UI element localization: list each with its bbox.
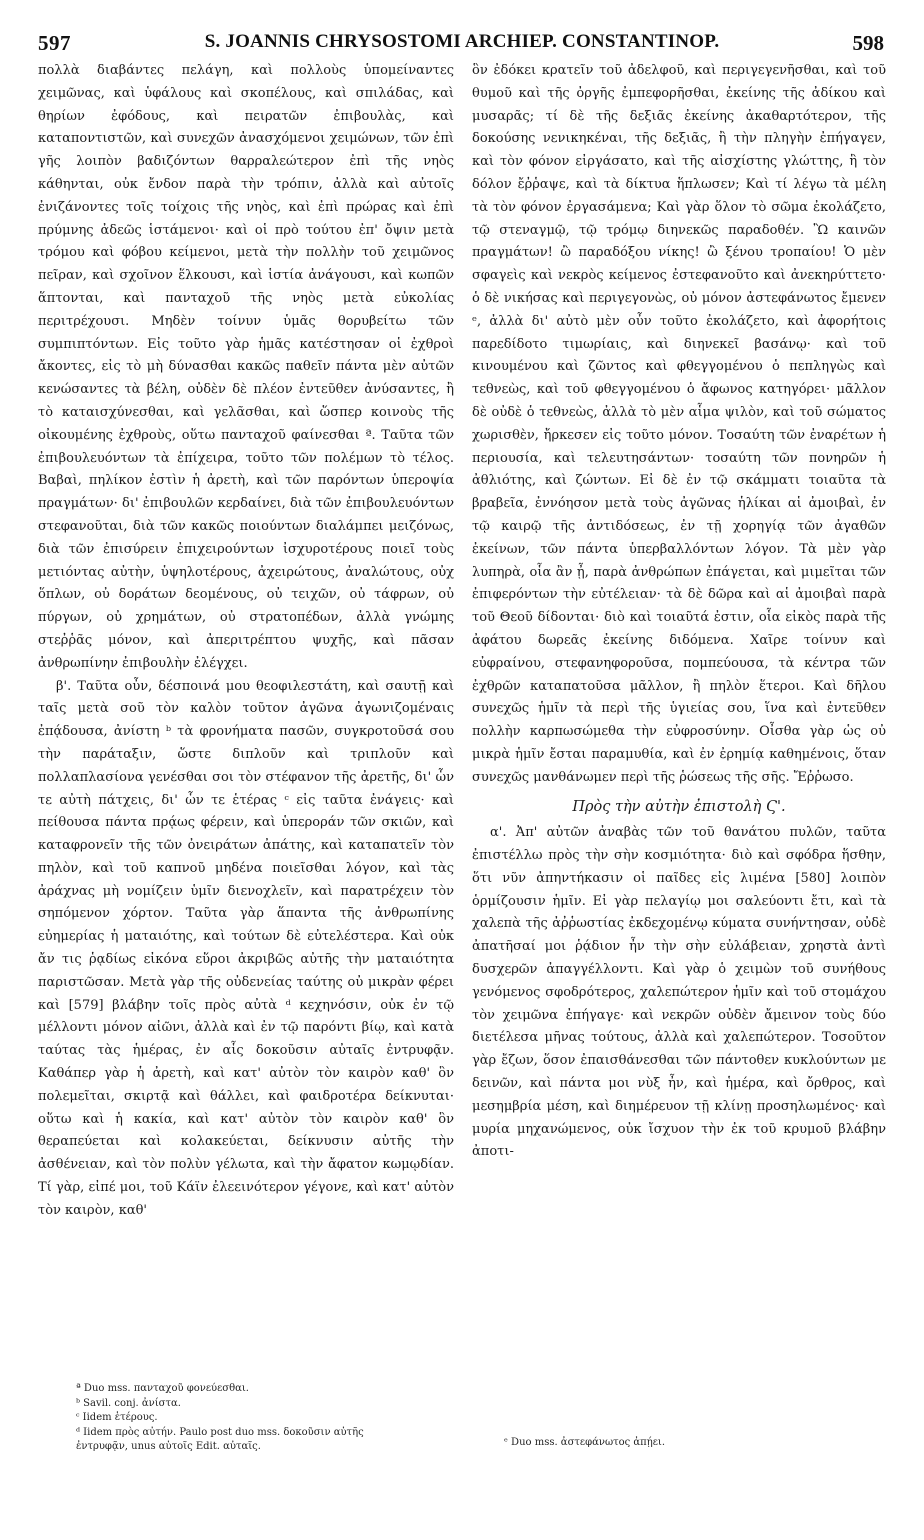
page-number-right: 598 — [852, 31, 884, 55]
footnote: ᵇ Savil. conj. ἀνίστα. — [76, 1397, 181, 1409]
footnote: ª Duo mss. πανταχοῦ φονεύεσθαι. — [76, 1383, 249, 1394]
footnote: ᵉ Duo mss. ἀστεφάνωτος ἀπῄει. — [504, 1437, 666, 1448]
section-title: Πρὸς τὴν αὐτὴν ἐπιστολὴ Ϛ'. — [572, 798, 786, 815]
footnotes-left — [76, 1382, 466, 1455]
right-paragraph-1: ὃν ἐδόκει κρατεῖν τοῦ ἀδελφοῦ, καὶ περιγεγενῆσθαι, καὶ τοῦ θυμοῦ καὶ τῆς ὀργῆς ἐμπεφορῆσθαι, ἐκείνης τῆς ἀδίκου καὶ μυσαρᾶς; τί δὲ τῆς δεξιᾶς ἐκείνης ἀκαθαρτότερον, τῆς δοκούσης νενικηκέναι, τῆς δεξιᾶς, ἢ τὴν πληγὴν ἐπήγαγεν, καὶ τὸν φόνον εἰργάσατο, καὶ τῆς αἰσχίστης γλώττης, ἣ τὸν δόλον ἔῤῥαψε, καὶ τὰ δίκτυα ἥπλωσεν; Καὶ τί λέγω τὰ μέλη τὰ τὸν φόνον ἐργασάμενα; Καὶ γὰρ ὅλον τὸ σῶμα ἐκολάζετο, τῷ στεναγμῷ, τῷ τρόμῳ διηνεκῶς παραδοθέν. Ὢ καινῶν πραγμάτων! ὢ παραδόξου νίκης! ὢ ξένου τροπαίου! Ὁ μὲν σφαγεὶς καὶ νεκρὸς κείμενος ἐστεφανοῦτο καὶ ἀνεκηρύττετο· ὁ δὲ νικήσας καὶ περιγεγονὼς, οὐ μόνον ἀστεφάνωτος ἔμενεν ᵉ, ἀλλὰ δι' αὐτὸ μὲν οὖν τοῦτο ἐκολάζετο, καὶ ἀφορήτοις παρεδίδοτο τιμωρίαις, καὶ διηνεκεῖ βασάνῳ· καὶ τοῦ κινουμένου καὶ ζῶντος καὶ φθεγγομένου ὁ πεπληγὼς καὶ τεθνεὼς, καὶ τοῦ φθεγγομένου ὁ ἄφωνος κατηγόρει· μᾶλλον δὲ οὐδὲ ὁ τεθνεὼς, ἀλλὰ τὸ μὲν αἷμα ψιλὸν, καὶ τοῦ σώματος χωρισθὲν, ἤρκεσεν εἰς τοῦτο μόνον. Τοσαύτη τῶν ἐναρέτων ἡ περιουσία, καὶ τελευτησάντων· τοσαύτη τῶν πονηρῶν ἡ ἀθλιότης, καὶ ζώντων. Εἰ δὲ ἐν τῷ σκάμματι τοιαῦτα τὰ βραβεῖα, ἐννόησον μετὰ τοὺς ἀγῶνας ἡλίκαι αἱ ἀμοιβαὶ, ἐν τῷ καιρῷ τῆς ἀντιδόσεως, ἐν τῇ χορηγίᾳ τῶν ἀγαθῶν ἐκείνων, τῶν πάντα ὑπερβαλλόντων λόγον. Τὰ μὲν γὰρ λυπηρὰ, οἷα ἂν ᾖ, παρὰ ἀνθρώπων ἐπάγεται, καὶ μιμεῖται τῶν ἐπιφερόντων τὴν εὐτέλειαν· τὰ δὲ δῶρα καὶ αἱ ἀμοιβαὶ παρὰ τοῦ Θεοῦ δίδονται· διὸ καὶ τοιαῦτά ἐστιν, οἷα εἰκὸς παρὰ τῆς ἀφάτου δωρεᾶς ἐκείνης διδόμενα. Χαῖρε τοίνυν καὶ εὐφραίνου, στεφανηφοροῦσα, πομπεύουσα, τὰ κέντρα τῶν ἐχθρῶν καταπατοῦσα μᾶλλον, ἢ πηλὸν ἕτεροι. Καὶ δῆλου συνεχῶς ἡμῖν τὰ περὶ τῆς ὑγιείας σου, ἵνα καὶ ἐντεῦθεν πολλὴν καρπωσώμεθα τὴν εὐφροσύνην. Οἶσθα γὰρ ὡς οὐ μικρὰ ἡμῖν ἔσται παραμυθία, καὶ ἐν ἐρημίᾳ καθημένοις, ὅταν συνεχῶς μανθάνωμεν περὶ τῆς ῥώσεως τῆς σῆς. Ἔῤῥωσο. — [472, 63, 886, 785]
left-paragraph-1: πολλὰ διαβάντες πελάγη, καὶ πολλοὺς ὑπομείναντες χειμῶνας, καὶ ὑφάλους καὶ σκοπέλους, καὶ σπιλάδας, καὶ θηρίων ἐφόδους, καὶ πειρατῶν ἐπιβουλὰς, καὶ καταποντιστῶν, καὶ συνεχῶν ἀνασχόμενοι χειμώνων, τῶν ἐπὶ γῆς λοιπὸν βαδιζόντων θαρραλεώτερον ἐπὶ τῆς νηὸς κάθηνται, οὐκ ἔνδον παρὰ τὴν τρόπιν, ἀλλὰ καὶ αὐτοῖς ἐνιζάνοντες τοῖς τοίχοις τῆς νηὸς, καὶ ἐπὶ πρώρας καὶ ἐπὶ πρύμνης ἀδεῶς ἱστάμενοι· καὶ οἱ πρὸ τούτου ἐπ' ὄψιν μετὰ τρόμου καὶ φόβου κείμενοι, μετὰ τὴν πολλὴν τοῦ χειμῶνος πεῖραν, καὶ σχοῖνον ἕλκουσι, καὶ ἱστία ἀνάγουσι, καὶ κωπῶν ἅπτονται, καὶ πανταχοῦ τῆς νηὸς μετὰ εὐκολίας περιτρέχουσι. Μηδὲν τοίνυν ὑμᾶς θορυβείτω τῶν συμπιπτόντων. Εἰς τοῦτο γὰρ ἡμᾶς κατέστησαν οἱ ἐχθροὶ ἄκοντες, εἰς τὸ μὴ δύνασθαι κακῶς παθεῖν πάντα μὲν αὐτῶν κενώσαντες τὰ βέλη, οὐδὲν δὲ πλέον ἐντεῦθεν ἀνύσαντες, ἢ τὸ καταισχύνεσθαι, καὶ γελᾶσθαι, καὶ ὥσπερ κοινοὺς τῆς οἰκουμένης ἐχθροὺς, οὕτω πανταχοῦ φαίνεσθαι ª. Ταῦτα τῶν ἐπιβουλευόντων τὰ ἐπίχειρα, τοῦτο τῶν πολέμων τὸ τέλος. Βαβαὶ, πηλίκον ἐστὶν ἡ ἀρετὴ, καὶ τῶν παρόντων ὑπεροψία πραγμάτων· δι' ἐπιβουλῶν κερδαίνει, διὰ τῶν ἐπιβουλευόντων στεφανοῦται, διὰ τῶν κακῶς ποιούντων διαλάμπει μειζόνως, διὰ τῶν ἐπισύρειν ἐπιχειρούντων ἰσχυροτέρους ποιεῖ τοὺς μετιόντας αὐτὴν, ὑψηλοτέρους, ἀχειρώτους, ἀναλώτους, οὐχ ὅπλων, οὐ δοράτων δεομένους, οὐ τειχῶν, οὐ τάφρων, οὐ πύργων, οὐ χρημάτων, οὐ στρατοπέδων, ἀλλὰ γνώμης στεῤῥᾶς μόνον, καὶ ἀπεριτρέπτου ψυχῆς, καὶ πᾶσαν ἀνθρωπίνην ἐπιβουλὴν ἐλέγχει. — [38, 63, 454, 671]
footnote: ᵈ Iidem πρὸς αὐτήν. Paulo post duo mss. δοκοῦσιν αὐτῆς — [76, 1426, 364, 1438]
left-column — [38, 60, 454, 1223]
page-number-left: 597 — [38, 31, 71, 55]
footnote: ἐντρυφᾷν, unus αὐτοῖς Edit. αὐταῖς. — [76, 1441, 261, 1452]
footnotes-right — [504, 1436, 874, 1451]
running-title: S. JOANNIS CHRYSOSTOMI ARCHIEP. CONSTANTINOP. — [204, 31, 720, 52]
right-paragraph-2: α'. Ἀπ' αὐτῶν ἀναβὰς τῶν τοῦ θανάτου πυλῶν, ταῦτα ἐπιστέλλω πρὸς τὴν σὴν κοσμιότητα· διὸ καὶ σφόδρα ἥσθην, ὅτι νῦν ἀπηντήκασιν οἱ παῖδες εἰς λιμένα [580] λοιπὸν ὁρμίζουσιν ἡμῖν. Εἰ γὰρ πελαγίῳ μοι σαλεύοντι ἔτι, καὶ τὰ χαλεπὰ τῆς ἀῤῥωστίας ἐκδεχομένῳ κύματα συνήντησαν, οὐδὲ ἀπατῆσαί μοι ῥᾴδιον ἦν τὴν σὴν εὐλάβειαν, χρηστὰ ἀντὶ δυσχερῶν ἀπαγγέλλοντι. Καὶ γὰρ ὁ χειμὼν τοῦ συνήθους γενόμενος σφοδρότερος, χαλεπώτερον ἡμῖν καὶ τοῦ στομάχου τὸν χειμῶνα ἐπήγαγε· καὶ νεκρῶν οὐδὲν ἄμεινον τοὺς δύο διετέλεσα μῆνας τούτους, ἀλλὰ καὶ χαλεπώτερον. Τοσοῦτον γὰρ ἔζων, ὅσον ἐπαισθάνεσθαι τῶν πάντοθεν κυκλούντων με δεινῶν, καὶ πάντα μοι νὺξ ἦν, καὶ ἡμέρα, καὶ ὄρθρος, καὶ μεσημβρία μέση, καὶ διημέρευον τῇ κλίνῃ προσηλωμένος· καὶ μυρία μηχανώμενος, οὐκ ἴσχυον τὴν ἐκ τοῦ κρυμοῦ βλάβην ἀποτι- — [472, 825, 886, 1160]
right-column — [472, 60, 886, 1164]
footnote: ᶜ Iidem ἑτέρους. — [76, 1412, 158, 1423]
left-paragraph-2: β'. Ταῦτα οὖν, δέσποινά μου θεοφιλεστάτη, καὶ σαυτῇ καὶ ταῖς μετὰ σοῦ τὸν καλὸν τοῦτον ἀγῶνα ἀγωνιζομέναις ἐπᾴδουσα, ἀνίστη ᵇ τὰ φρονήματα πασῶν, συγκροτοῦσά σου τὴν παράταξιν, ὥστε διπλοῦν καὶ τριπλοῦν καὶ πολλαπλασίονα γενέσθαι σοι τὸν στέφανον τῆς ἀρετῆς, δι' ὧν τε αὐτὴ πάτχεις, δι' ὧν τε ἑτέρας ᶜ εἰς ταῦτα ἐνάγεις· καὶ πείθουσα πάντα πρᾴως φέρειν, καὶ ὑπεροράν τῶν σκιῶν, καὶ καταφρονεῖν τῆς τῶν ὀνειράτων ἀπάτης, καὶ καταπατεῖν τὸν πηλὸν, καὶ τοῦ καπνοῦ μηδένα ποιεῖσθαι λόγον, καὶ τὰς ἀράχνας μὴ νομίζειν ὑμῖν διενοχλεῖν, καὶ παρατρέχειν τὸν σηπόμενον χόρτον. Ταῦτα γὰρ ἅπαντα τῆς ἀνθρωπίνης εὐημερίας ἡ ματαιότης, καὶ τούτων δὲ εὐτελέστερα. Καὶ οὐκ ἄν τις ῥᾳδίως εἰκόνα εὕροι ἀκριβῶς αὐτῆς τὴν ματαιότητα παριστῶσαν. Μετὰ γὰρ τῆς οὐδενείας ταύτης οὐ μικρὰν φέρει καὶ [579] βλάβην τοῖς πρὸς αὐτὰ ᵈ κεχηνόσιν, οὐκ ἐν τῷ μέλλοντι μόνον αἰῶνι, ἀλλὰ καὶ ἐν τῷ παρόντι βίῳ, καὶ κατὰ ταύτας τὰς ἡμέρας, ἐν αἷς δοκοῦσιν αὐταῖς ἐντρυφᾷν. Καθάπερ γὰρ ἡ ἀρετὴ, καὶ κατ' αὐτὸν τὸν καιρὸν καθ' ὃν πολεμεῖται, σκιρτᾷ καὶ θάλλει, καὶ φαιδροτέρα δείκνυται· οὕτω καὶ ἡ κακία, καὶ κατ' αὐτὸν τὸν καιρὸν καθ' ὃν θεραπεύεται καὶ κολακεύεται, δείκνυσιν αὐτῆς τὴν ἀσθένειαν, καὶ τὸν πολὺν γέλωτα, καὶ τὴν ἄφατον κωμῳδίαν. Τί γὰρ, εἰπέ μοι, τοῦ Κάϊν ἐλεεινότερον γέγονε, καὶ κατ' αὐτὸν τὸν καιρὸν, καθ' — [38, 678, 454, 1218]
